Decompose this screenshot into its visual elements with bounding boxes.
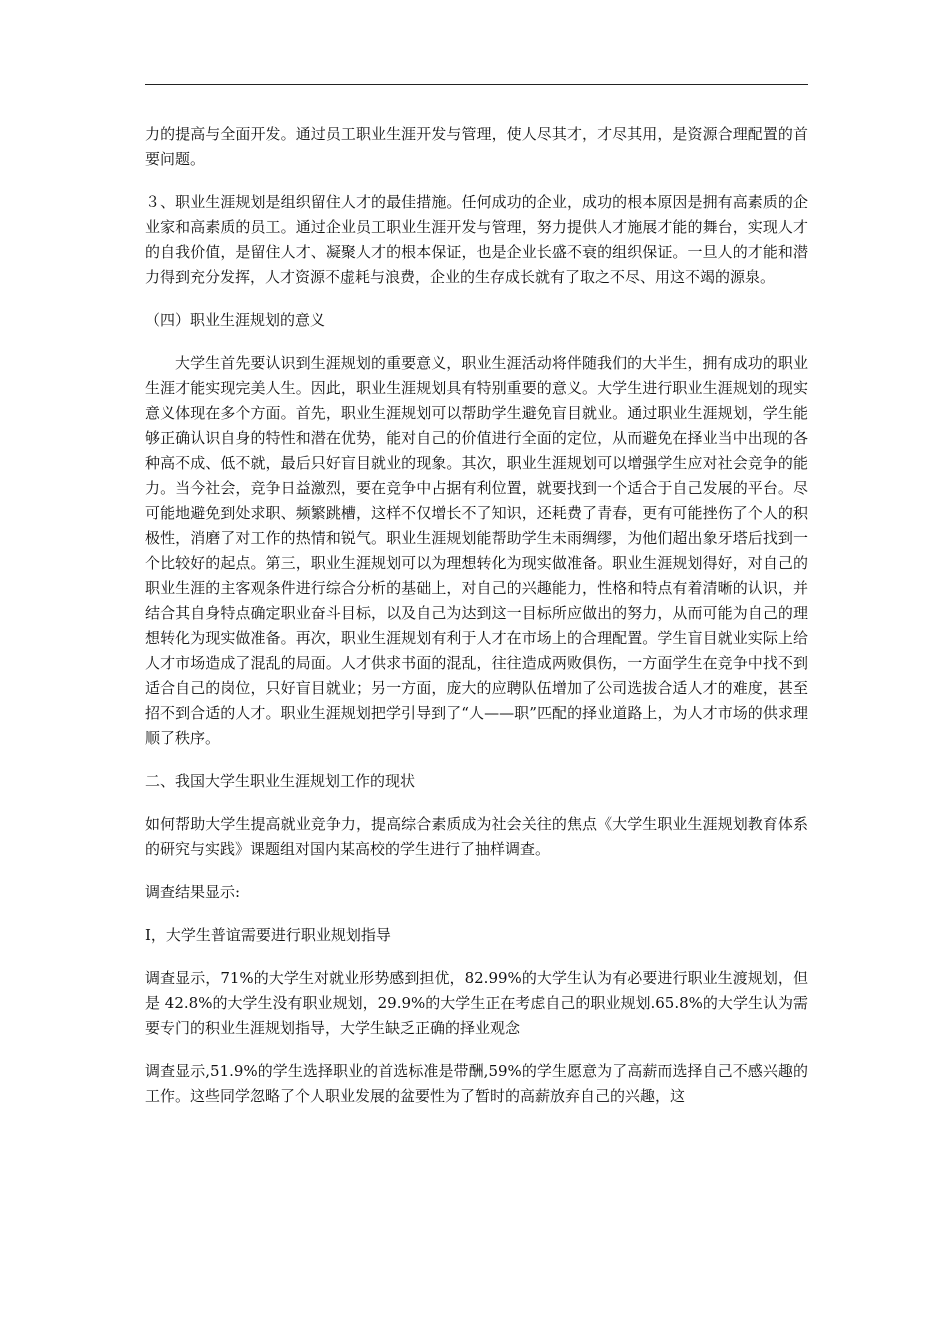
paragraph-survey-stats-1: 调查显示，71%的大学生对就业形势感到担优，82.99%的大学生认为有必要进行职业生渡规划，但是 42.8%的大学生没有职业规划，29.9%的大学生正在考虑自己的职业规划.65.8%的大学生认为需要专门的积业生涯规划指导，大学生缺乏正确的择业观念 bbox=[145, 969, 808, 1037]
document-body bbox=[145, 122, 808, 1127]
section-heading-status: 二、我国大学生职业生涯规划工作的现状 bbox=[145, 772, 416, 790]
subheading-guidance-need: I，大学生普谊需要进行职业规划指导 bbox=[145, 926, 391, 944]
survey-results-label: 调查结果显示: bbox=[145, 883, 241, 901]
header-rule bbox=[145, 84, 808, 85]
paragraph-continuation: 力的提高与全面开发。通过员工职业生涯开发与管理，使人尽其才，才尽其用，是资源合理配置的首要问题。 bbox=[145, 125, 808, 168]
paragraph-point-3: ３、职业生涯规划是组织留住人才的最佳措施。任何成功的企业，成功的根本原因是拥有高素质的企业家和高素质的员工。通过企业员工职业生涯开发与管理，努力提供人才施展才能的舞台，实现人才的自我价值，是留住人才、凝聚人才的根本保证，也是企业长盛不衰的组织保证。一旦人的才能和潜力得到充分发挥，人才资源不虚耗与浪费，企业的生存成长就有了取之不尽、用这不竭的源泉。 bbox=[145, 193, 808, 286]
paragraph-survey-stats-2: 调查显示,51.9%的学生选择职业的首选标准是带酬,59%的学生愿意为了高薪而选择自己不感兴趣的工作。这些同学忽略了个人职业发展的盆要性为了暂时的高薪放弃自己的兴趣，这 bbox=[145, 1062, 808, 1105]
paragraph-significance: 大学生首先要认识到生涯规划的重要意义，职业生涯活动将伴随我们的大半生，拥有成功的职业生涯才能实现完美人生。因此，职业生涯规划具有特别重要的意义。大学生进行职业生涯规划的现实意义体现在多个方面。首先，职业生涯规划可以帮助学生避免盲目就业。通过职业生涯规划，学生能够正确认识自身的特性和潜在优势，能对自己的价值进行全面的定位，从而避免在择业当中出现的各种高不成、低不就，最后只好盲目就业的现象。其次，职业生涯规划可以增强学生应对社会竞争的能力。当今社会，竞争日益激烈，要在竞争中占据有利位置，就要找到一个适合于自己发展的平台。尽可能地避免到处求职、频繁跳槽，这样不仅增长不了知识，还耗费了青春，更有可能挫伤了个人的积极性，消磨了对工作的热情和锐气。职业生涯规划能帮助学生未雨绸缪，为他们超出象牙塔后找到一个比较好的起点。第三，职业生涯规划可以为理想转化为现实做准备。职业生涯规划得好，对自己的职业生涯的主客观条件进行综合分析的基础上，对自己的兴趣能力，性格和特点有着清晰的认识，并结合其自身特点确定职业奋斗目标，以及自己为达到这一目标所应做出的努力，从而可能为自己的理想转化为现实做准备。再次，职业生涯规划有利于人才在市场上的合理配置。学生盲目就业实际上给人才市场造成了混乱的局面。人才供求书面的混乱，往往造成两败俱伤，一方面学生在竞争中找不到适合自己的岗位，只好盲目就业；另一方面，庞大的应聘队伍增加了公司选拔合适人才的难度，甚至招不到合适的人才。职业生涯规划把学引导到了“人——职”匹配的择业道路上，为人才市场的供求理顺了秩序。 bbox=[145, 354, 808, 747]
section-heading-significance: （四）职业生涯规划的意义 bbox=[145, 311, 326, 329]
paragraph-survey-intro: 如何帮助大学生提高就业竞争力，提高综合素质成为社会关往的焦点《大学生职业生涯规划教育体系的研究与实践》课题组对国内某高校的学生进行了抽样调查。 bbox=[145, 815, 808, 858]
